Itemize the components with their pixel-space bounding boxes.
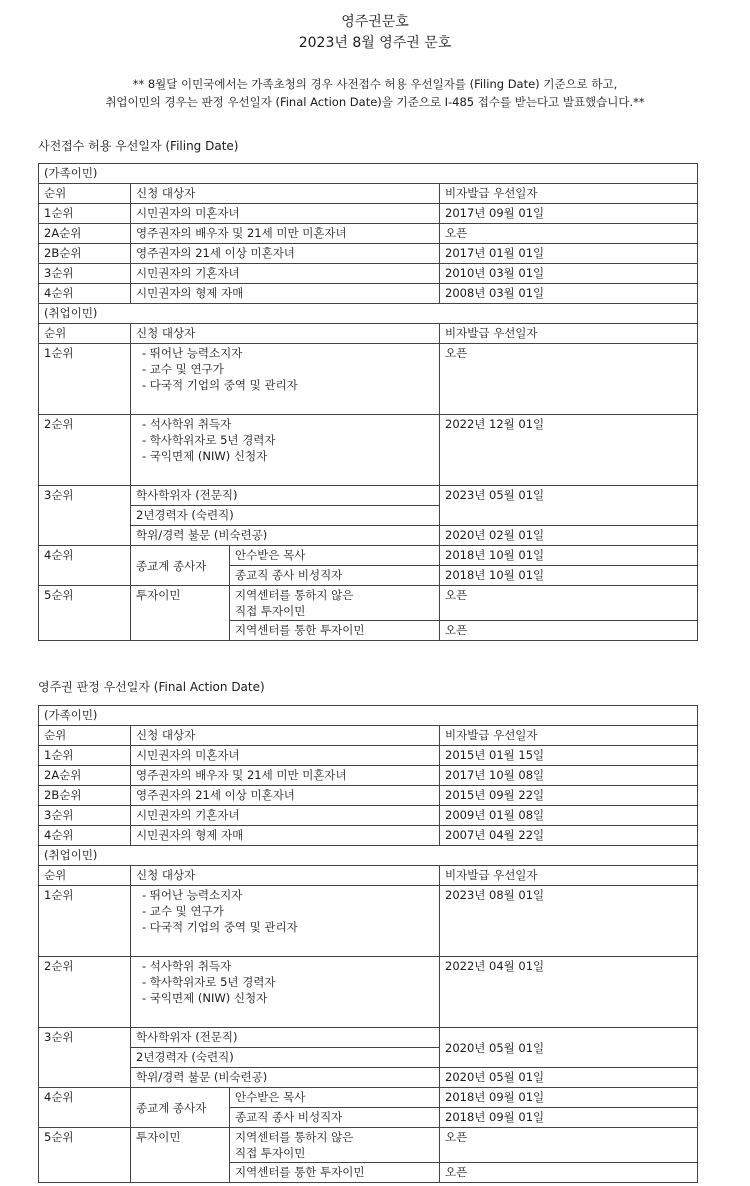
header-row: [39, 726, 698, 746]
table-row: [39, 586, 698, 621]
desc-cell: [131, 415, 440, 486]
table-row: [39, 766, 698, 786]
group-label: (가족이민): [39, 706, 698, 726]
date-cell: 오픈: [440, 224, 698, 244]
desc-cell: 영주권자의 배우자 및 21세 미만 미혼자녀: [131, 766, 440, 786]
header-date: 비자발급 우선일자: [440, 726, 698, 746]
date-cell: 2007년 04월 22일: [440, 826, 698, 846]
group-row: [39, 304, 698, 324]
header-applicant: 신청 대상자: [131, 866, 440, 886]
desc-cell: [131, 344, 440, 415]
rank-cell: 1순위: [39, 746, 131, 766]
date-cell: 2020년 02월 01일: [440, 526, 698, 546]
rank-cell: 3순위: [39, 806, 131, 826]
table-row: [39, 1088, 698, 1108]
notice-line-1: ** 8월달 이민국에서는 가족초청의 경우 사전접수 허용 우선일자를 (Filing Date) 기준으로 하고,: [132, 77, 618, 91]
desc-cell: 시민권자의 기혼자녀: [131, 806, 440, 826]
table-row: [39, 1068, 698, 1088]
date-cell: 2020년 05월 01일: [440, 1028, 698, 1068]
desc-cell: 종교직 종사 비성직자: [230, 566, 440, 586]
desc-cell: [131, 957, 440, 1028]
header-applicant: 신청 대상자: [131, 324, 440, 344]
header-row: [39, 324, 698, 344]
desc-cell: 학위/경력 불문 (비숙련공): [131, 526, 440, 546]
date-cell: 2023년 08월 01일: [440, 886, 698, 957]
table-row: [39, 224, 698, 244]
date-cell: 2017년 09월 01일: [440, 204, 698, 224]
table-row: [39, 344, 698, 415]
table-row: [39, 486, 698, 506]
date-cell: 2009년 01월 08일: [440, 806, 698, 826]
date-cell: 2022년 12월 01일: [440, 415, 698, 486]
desc-cell: 2년경력자 (숙련직): [131, 506, 440, 526]
desc-cell: 학사학위자 (전문직): [131, 486, 440, 506]
desc-line: 직접 투자이민: [235, 1146, 306, 1160]
group-row: [39, 846, 698, 866]
table-row: [39, 886, 698, 957]
desc-cell: 지역센터를 통한 투자이민: [230, 1163, 440, 1183]
rank-cell: 4순위: [39, 826, 131, 846]
date-cell: 2023년 05월 01일: [440, 486, 698, 526]
desc-cell: 학위/경력 불문 (비숙련공): [131, 1068, 440, 1088]
list-item: - 뛰어난 능력소지자: [142, 346, 243, 360]
header-rank: 순위: [39, 726, 131, 746]
header-applicant: 신청 대상자: [131, 184, 440, 204]
desc-cell: [230, 586, 440, 621]
desc-cell: 시민권자의 미혼자녀: [131, 204, 440, 224]
date-cell: 2015년 09월 22일: [440, 786, 698, 806]
table-row: [39, 786, 698, 806]
group-row: [39, 164, 698, 184]
rank-cell: 2B순위: [39, 786, 131, 806]
rank-cell: 2A순위: [39, 766, 131, 786]
table-row: [39, 204, 698, 224]
group-row: [39, 706, 698, 726]
table-row: [39, 264, 698, 284]
date-cell: 오픈: [440, 344, 698, 415]
rank-cell: 5순위: [39, 586, 131, 641]
date-cell: 2008년 03월 01일: [440, 284, 698, 304]
rank-cell: 3순위: [39, 1028, 131, 1088]
rank-cell: 1순위: [39, 886, 131, 957]
table-row: [39, 546, 698, 566]
table-row: [39, 746, 698, 766]
final-section-title: 영주권 판정 우선일자 (Final Action Date): [38, 680, 265, 694]
rank-cell: 2순위: [39, 957, 131, 1028]
list-item: - 석사학위 취득자: [142, 959, 232, 973]
table-row: [39, 806, 698, 826]
desc-cell: [230, 1128, 440, 1163]
list-item: - 학사학위자로 5년 경력자: [142, 433, 276, 447]
header-date: 비자발급 우선일자: [440, 184, 698, 204]
desc-cell: 시민권자의 형제 자매: [131, 284, 440, 304]
desc-cell: 영주권자의 21세 이상 미혼자녀: [131, 244, 440, 264]
desc-cell: 종교직 종사 비성직자: [230, 1108, 440, 1128]
desc-cell: 시민권자의 형제 자매: [131, 826, 440, 846]
group-label: (가족이민): [39, 164, 698, 184]
group-label: (취업이민): [39, 846, 698, 866]
list-item: - 뛰어난 능력소지자: [142, 888, 243, 902]
rank-cell: 2A순위: [39, 224, 131, 244]
date-cell: 2010년 03월 01일: [440, 264, 698, 284]
desc-cell: 학사학위자 (전문직): [131, 1028, 440, 1048]
date-cell: 오픈: [440, 586, 698, 621]
table-row: [39, 244, 698, 264]
group-label: (취업이민): [39, 304, 698, 324]
rank-cell: 3순위: [39, 486, 131, 546]
rank-cell: 2B순위: [39, 244, 131, 264]
rank-cell: 1순위: [39, 204, 131, 224]
date-cell: 2018년 10월 01일: [440, 566, 698, 586]
list-item: - 다국적 기업의 중역 및 관리자: [142, 378, 298, 392]
header-date: 비자발급 우선일자: [440, 324, 698, 344]
rank-cell: 5순위: [39, 1128, 131, 1183]
list-item: - 국익면제 (NIW) 신청자: [142, 991, 268, 1005]
category-cell: 투자이민: [131, 1128, 230, 1183]
date-cell: 2018년 09월 01일: [440, 1108, 698, 1128]
date-cell: 2015년 01월 15일: [440, 746, 698, 766]
list-item: - 학사학위자로 5년 경력자: [142, 975, 276, 989]
date-cell: 오픈: [440, 1128, 698, 1163]
header-row: [39, 184, 698, 204]
desc-cell: [131, 886, 440, 957]
filing-table: [38, 163, 698, 641]
desc-cell: 안수받은 목사: [230, 546, 440, 566]
list-item: - 석사학위 취득자: [142, 417, 232, 431]
rank-cell: 4순위: [39, 284, 131, 304]
header-applicant: 신청 대상자: [131, 726, 440, 746]
rank-cell: 4순위: [39, 546, 131, 586]
notice-line-2: 취업이민의 경우는 판정 우선일자 (Final Action Date)을 기준으로 I-485 접수를 받는다고 발표했습니다.**: [105, 95, 645, 109]
date-cell: 2022년 04월 01일: [440, 957, 698, 1028]
desc-line: 직접 투자이민: [235, 604, 306, 618]
header-rank: 순위: [39, 866, 131, 886]
doc-subtitle: 2023년 8월 영주권 문호: [298, 35, 452, 51]
date-cell: 2018년 09월 01일: [440, 1088, 698, 1108]
category-cell: 투자이민: [131, 586, 230, 641]
desc-cell: 시민권자의 기혼자녀: [131, 264, 440, 284]
table-row: [39, 1028, 698, 1048]
table-row: [39, 415, 698, 486]
date-cell: 2017년 01월 01일: [440, 244, 698, 264]
desc-cell: 2년경력자 (숙련직): [131, 1048, 440, 1068]
rank-cell: 4순위: [39, 1088, 131, 1128]
desc-line: 지역센터를 통하지 않은: [235, 1130, 354, 1144]
desc-cell: 안수받은 목사: [230, 1088, 440, 1108]
desc-cell: 시민권자의 미혼자녀: [131, 746, 440, 766]
date-cell: 오픈: [440, 621, 698, 641]
rank-cell: 1순위: [39, 344, 131, 415]
final-table: [38, 705, 698, 1183]
header-date: 비자발급 우선일자: [440, 866, 698, 886]
list-item: - 국익면제 (NIW) 신청자: [142, 449, 268, 463]
filing-section-title: 사전접수 허용 우선일자 (Filing Date): [38, 139, 239, 153]
desc-cell: 지역센터를 통한 투자이민: [230, 621, 440, 641]
table-row: [39, 826, 698, 846]
list-item: - 교수 및 연구가: [142, 362, 224, 376]
category-cell: 종교계 종사자: [131, 546, 230, 586]
desc-cell: 영주권자의 배우자 및 21세 미만 미혼자녀: [131, 224, 440, 244]
table-row: [39, 526, 698, 546]
header-row: [39, 866, 698, 886]
date-cell: 2018년 10월 01일: [440, 546, 698, 566]
category-cell: 종교계 종사자: [131, 1088, 230, 1128]
rank-cell: 2순위: [39, 415, 131, 486]
date-cell: 2017년 10월 08일: [440, 766, 698, 786]
table-row: [39, 284, 698, 304]
date-cell: 오픈: [440, 1163, 698, 1183]
desc-line: 지역센터를 통하지 않은: [235, 588, 354, 602]
table-row: [39, 1128, 698, 1163]
header-rank: 순위: [39, 324, 131, 344]
rank-cell: 3순위: [39, 264, 131, 284]
date-cell: 2020년 05월 01일: [440, 1068, 698, 1088]
table-row: [39, 957, 698, 1028]
list-item: - 다국적 기업의 중역 및 관리자: [142, 920, 298, 934]
desc-cell: 영주권자의 21세 이상 미혼자녀: [131, 786, 440, 806]
header-rank: 순위: [39, 184, 131, 204]
doc-title: 영주권문호: [341, 14, 409, 30]
list-item: - 교수 및 연구가: [142, 904, 224, 918]
